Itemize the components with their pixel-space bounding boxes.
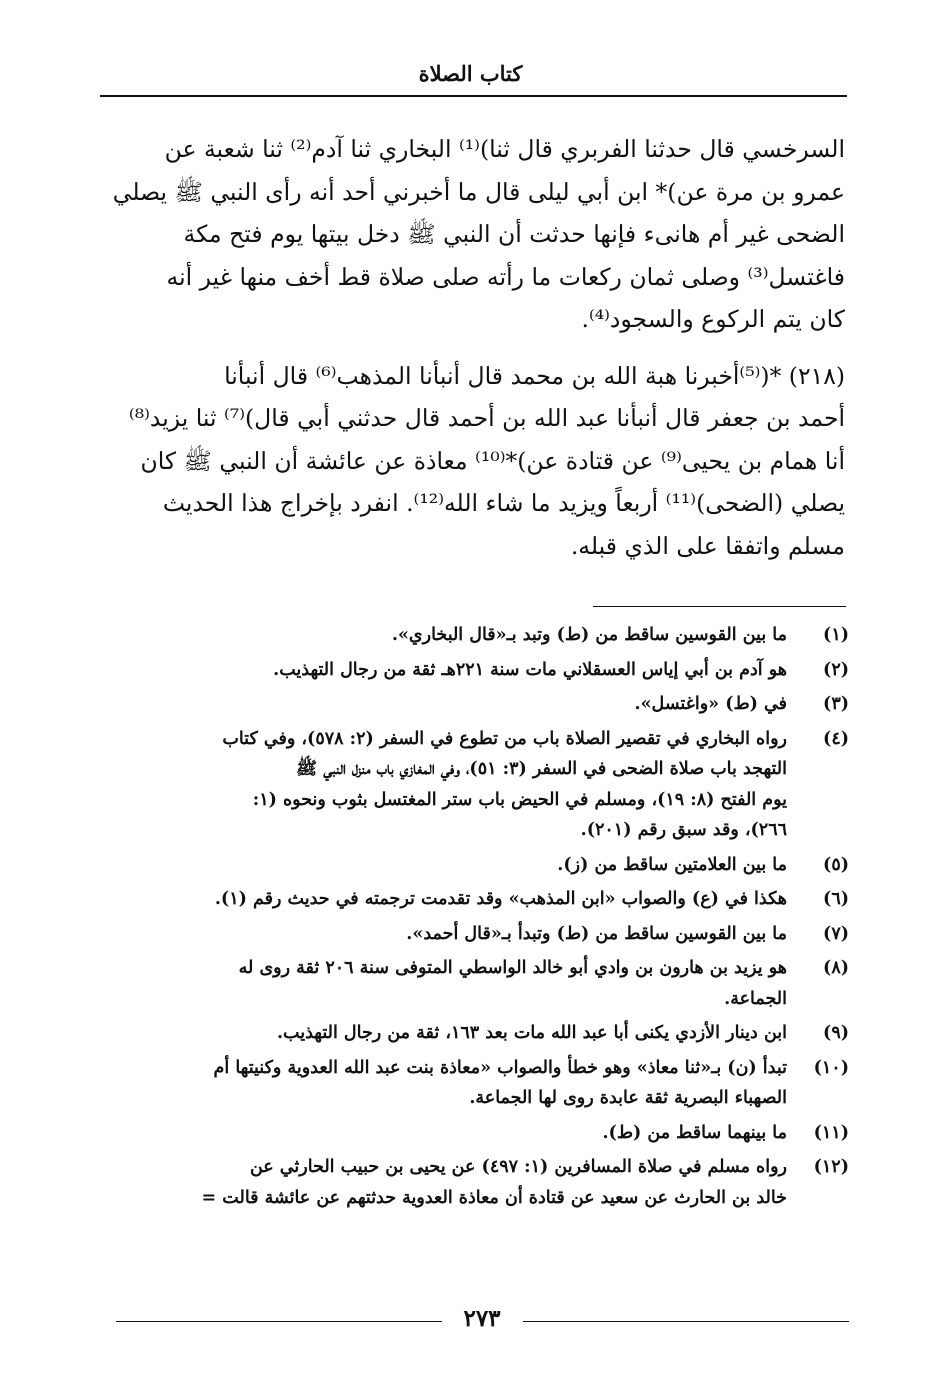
footnote-number: (١١) xyxy=(813,1122,849,1143)
footnote xyxy=(93,884,849,915)
footnote-line: الصهباء البصرية ثقة عابدة روى لها الجماعة. xyxy=(469,1088,787,1108)
footnote-number: (٧) xyxy=(823,923,849,944)
footnote xyxy=(93,1118,849,1149)
footnote-text xyxy=(93,1018,787,1049)
footnote xyxy=(93,1152,849,1213)
text-line: (٢١٨) *(⁽⁵⁾أخبرنا هبة الله بن محمد قال أنبأنا المذهب⁽⁶⁾ قال أنبأنا xyxy=(224,361,845,390)
footnote-number: (٨) xyxy=(823,958,849,978)
footnote-line: ما بينهما ساقط من (ط). xyxy=(602,1122,787,1143)
footnote-text xyxy=(93,1053,787,1114)
paragraph-2 xyxy=(95,355,845,568)
footnote xyxy=(93,850,849,881)
footnotes-separator xyxy=(593,606,846,607)
footnote-number: (١٢) xyxy=(813,1157,849,1177)
footnote-line: رواه البخاري في تقصير الصلاة باب من تطوع في السفر (٢: ٥٧٨)، وفي كتاب xyxy=(222,728,787,749)
footer-rule-left xyxy=(116,1321,442,1322)
footnote-text xyxy=(93,850,787,881)
footnote xyxy=(93,724,849,846)
footnote xyxy=(93,1053,849,1114)
text-line: أحمد بن جعفر قال أنبأنا عبد الله بن أحمد قال حدثني أبي قال)⁽⁷⁾ ثنا يزيد⁽⁸⁾ xyxy=(128,404,845,432)
footnote-line: هو يزيد بن هارون بن وادي أبو خالد الواسطي المتوفى سنة ٢٠٦ ثقة روى له xyxy=(238,958,787,978)
footnote-text xyxy=(93,1152,787,1213)
footnote-line: ما بين القوسين ساقط من (ط) وتبد بـ«قال البخاري». xyxy=(391,625,787,645)
paragraph-1 xyxy=(95,128,845,341)
footnote-number: (١) xyxy=(823,625,849,645)
header-rule xyxy=(100,95,847,97)
footnote-line: خالد بن الحارث عن سعيد عن قتادة أن معاذة العدوية حدثتهم عن عائشة قالت = xyxy=(201,1187,787,1208)
footnote xyxy=(93,620,849,651)
text-line: مسلم واتفقا على الذي قبله. xyxy=(570,531,845,560)
page-number: ٢٧٣ xyxy=(463,1305,501,1332)
running-header-title: كتاب الصلاة xyxy=(418,61,523,86)
footnote xyxy=(93,919,849,950)
footnote-text xyxy=(93,884,787,915)
footnote-number: (١٠) xyxy=(813,1057,849,1078)
footnote-number: (٥) xyxy=(823,854,849,875)
footer-rule-right xyxy=(523,1321,849,1322)
footnote xyxy=(93,953,849,1014)
footnote-line: في (ط) «واغتسل». xyxy=(634,694,787,714)
footnote-number: (٤) xyxy=(823,728,849,749)
footnote-text xyxy=(93,655,787,686)
text-line: يصلي (الضحى)⁽¹¹⁾ أربعاً ويزيد ما شاء الله⁽¹²⁾. انفرد بإخراج هذا الحديث xyxy=(162,489,845,517)
footnote-line: ٢٦٦)، وقد سبق رقم (٢٠١). xyxy=(580,820,787,840)
text-line: السرخسي قال حدثنا الفربري قال ثنا)⁽¹⁾ البخاري ثنا آدم⁽²⁾ ثنا شعبة عن xyxy=(164,135,845,163)
footnote-number: (٣) xyxy=(823,694,849,714)
footnote-line: التهجد باب صلاة الضحى في السفر (٣: ٥١)، وفي المغازي باب منزل النبي ﷺ xyxy=(296,759,787,779)
footnote xyxy=(93,655,849,686)
footnote-text xyxy=(93,1118,787,1149)
footnote-line: ما بين القوسين ساقط من (ط) وتبدأ بـ«قال أحمد». xyxy=(406,923,787,944)
footnote-text xyxy=(93,724,787,846)
text-line: كان يتم الركوع والسجود⁽⁴⁾. xyxy=(581,305,845,333)
footnote-line: يوم الفتح (٨: ١٩)، ومسلم في الحيض باب ستر المغتسل بثوب ونحوه (١: xyxy=(252,789,787,810)
footnote-line: هو آدم بن أبي إياس العسقلاني مات سنة ٢٢١هـ ثقة من رجال التهذيب. xyxy=(273,659,787,680)
footnote-line: الجماعة. xyxy=(724,988,787,1009)
footnote-text xyxy=(93,689,787,720)
footnote-line: تبدأ (ن) بـ«ثنا معاذ» وهو خطأ والصواب «معاذة بنت عبد الله العدوية وكنيتها أم xyxy=(213,1057,787,1078)
text-line: عمرو بن مرة عن)* ابن أبي ليلى قال ما أخبرني أحد أنه رأى النبي ﷺ يصلي xyxy=(112,177,845,206)
footnote-line: هكذا في (ع) والصواب «ابن المذهب» وقد تقدمت ترجمته في حديث رقم (١). xyxy=(214,889,787,909)
text-line: فاغتسل⁽³⁾ وصلى ثمان ركعات ما رأته صلى صلاة قط أخف منها غير أنه xyxy=(166,262,845,291)
footnote xyxy=(93,689,849,720)
text-line: الضحى غير أم هانىء فإنها حدثت أن النبي ﷺ دخل بيتها يوم فتح مكة xyxy=(183,220,845,248)
footnotes xyxy=(93,620,849,1217)
main-text xyxy=(95,128,845,567)
footnote-number: (٦) xyxy=(823,889,849,909)
footnote-text xyxy=(93,953,787,1014)
text-line: أنا همام بن يحيى⁽⁹⁾ عن قتادة عن)*⁽¹⁰⁾ معاذة عن عائشة أن النبي ﷺ كان xyxy=(140,446,845,475)
footnote-number: (٢) xyxy=(823,659,849,680)
footnote-line: رواه مسلم في صلاة المسافرين (١: ٤٩٧) عن يحيى بن حبيب الحارثي عن xyxy=(249,1157,787,1177)
footnote-line: ما بين العلامتين ساقط من (ز). xyxy=(557,854,787,875)
footnote-text xyxy=(93,620,787,651)
footnote-line: ابن دينار الأزدي يكنى أبا عبد الله مات بعد ١٦٣، ثقة من رجال التهذيب. xyxy=(276,1023,787,1043)
footnote xyxy=(93,1018,849,1049)
footnote-number: (٩) xyxy=(823,1023,849,1043)
footnote-text xyxy=(93,919,787,950)
